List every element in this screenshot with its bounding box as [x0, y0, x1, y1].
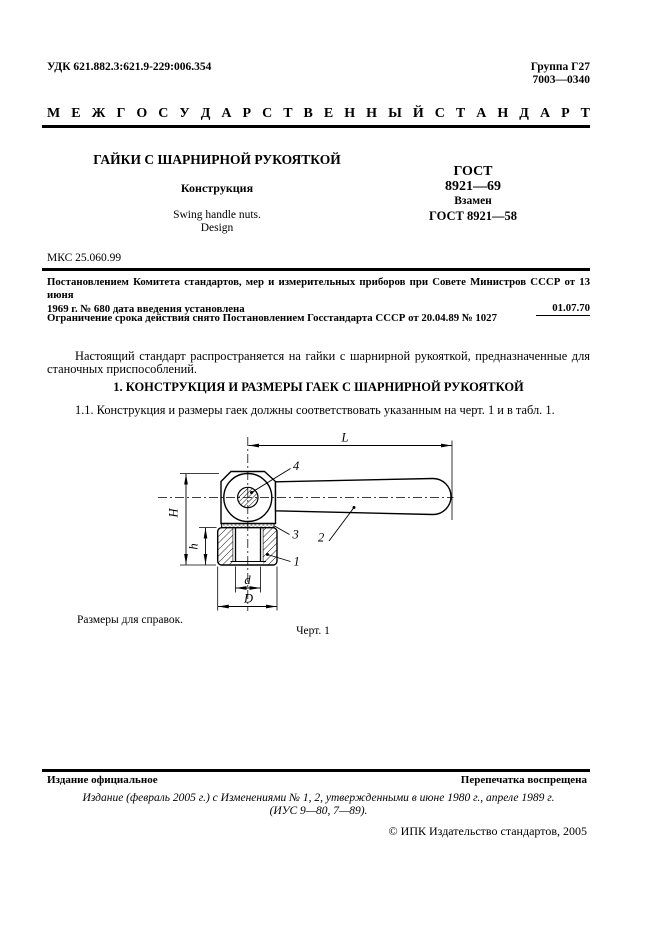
header-rule: [42, 125, 590, 128]
nut-section: [218, 528, 277, 565]
document-title-ru: ГАЙКИ С ШАРНИРНОЙ РУКОЯТКОЙ: [93, 152, 341, 167]
figure-caption: Черт. 1: [296, 625, 330, 637]
figure-1: [150, 425, 480, 620]
dim-label-H: H: [166, 508, 181, 518]
edition-line1: Издание (февраль 2005 г.) с Изменениями № 1, 2, утвержденными в июне 1980 г., апреле 1989 г.: [82, 792, 555, 804]
callout-label-nut: 1: [293, 554, 300, 569]
dim-label-d: d: [244, 573, 251, 587]
gost-word: ГОСТ: [453, 164, 493, 179]
document-subtitle: Конструкция: [180, 181, 254, 195]
handle-outline: [276, 479, 452, 515]
udk-group-row: [47, 61, 590, 87]
group-code: Группа Г27: [530, 61, 590, 73]
edition-line2: (ИУС 9—80, 7—89).: [269, 804, 368, 817]
decree-paragraph: [47, 276, 590, 316]
technical-drawing: [150, 425, 480, 620]
callout-label-pin: 4: [293, 459, 300, 473]
decree-rule: [42, 268, 590, 271]
centerlines: [158, 437, 454, 611]
udk-code: УДК 621.882.3:621.9-229:006.354: [47, 61, 212, 73]
footer-official-row: [47, 774, 587, 786]
okp-code: 7003—0340: [532, 74, 590, 86]
dimension-h: [199, 528, 217, 565]
group-codes: [531, 61, 590, 87]
effective-date: 01.07.70: [536, 302, 590, 316]
dim-label-L: L: [341, 430, 349, 445]
section1-heading: 1. КОНСТРУКЦИЯ И РАЗМЕРЫ ГАЕК С ШАРНИРНОЙ РУКОЯТКОЙ: [113, 380, 524, 394]
replaces-number: ГОСТ 8921—58: [428, 209, 517, 223]
mks-code: МКС 25.060.99: [47, 252, 122, 264]
official-edition-label: Издание официальное: [47, 774, 158, 786]
gost-number: 8921—69: [445, 179, 501, 194]
document-title-en: [47, 209, 387, 234]
callout-label-handle: 2: [318, 530, 325, 545]
gost-designation-block: [408, 164, 538, 224]
title-en-line1: Swing handle nuts.: [173, 209, 261, 221]
decree-line1: Постановлением Комитета стандартов, мер и измерительных приборов при Совете Министров СССР от 13 июня: [47, 276, 590, 301]
replaces-label: Взамен: [454, 195, 492, 207]
reprint-prohibited-label: Перепечатка воспрещена: [460, 774, 587, 786]
footer-rule: [42, 769, 590, 772]
decree-line2-text: 1969 г. № 680 дата введения установлена: [47, 303, 245, 315]
scope-paragraph: Настоящий стандарт распространяется на гайки с шарнирной рукояткой, предназначенные для станочных приспособлений.: [47, 349, 590, 377]
dim-label-D: D: [243, 591, 254, 606]
limitation-paragraph: Ограничение срока действия снято Постановлением Госстандарта СССР от 20.04.89 № 1027: [47, 312, 497, 324]
copyright-line: © ИПК Издательство стандартов, 2005: [388, 824, 587, 838]
dim-label-h: h: [186, 543, 201, 550]
title-en-line2: Design: [200, 221, 234, 234]
edition-note: [47, 792, 590, 818]
standard-type-heading: М Е Ж Г О С У Д А Р С Т В Е Н Н Ы Й С Т А Н Д А Р Т: [47, 106, 590, 121]
figure-note: Размеры для справок.: [77, 614, 184, 626]
callout-label-washer: 3: [292, 527, 299, 542]
clause-1-1: 1.1. Конструкция и размеры гаек должны соответствовать указанным на черт. 1 и в табл. 1.: [75, 403, 555, 417]
dimension-H: [180, 474, 219, 566]
